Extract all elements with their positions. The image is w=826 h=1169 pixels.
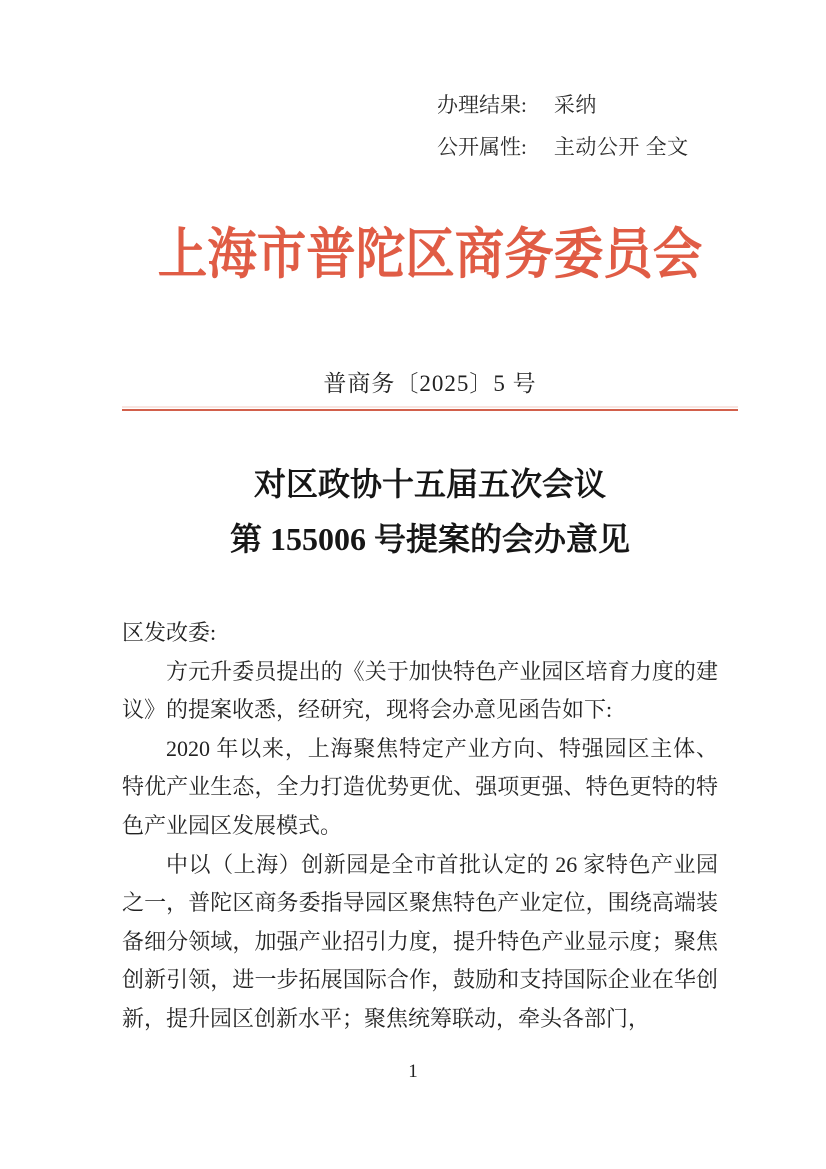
document-number: 普商务〔2025〕5 号 (323, 371, 537, 396)
handling-result-value: 采纳 (553, 93, 597, 117)
document-title (122, 457, 738, 567)
meta-row-disclosure (437, 126, 689, 168)
issuing-org-title: 上海市普陀区商务委员会 (157, 224, 703, 285)
metadata-block (437, 84, 689, 168)
document-title-line1: 对区政协十五届五次会议 (253, 466, 606, 502)
salutation: 区发改委: (122, 620, 217, 645)
body-paragraph-2: 2020 年以来，上海聚焦特定产业方向、特强园区主体、特优产业生态，全力打造优势更优、强项更强、特色更特的特色产业园区发展模式。 (122, 735, 718, 838)
body-paragraph-1: 方元升委员提出的《关于加快特色产业园区培育力度的建议》的提案收悉，经研究，现将会办意见函告如下: (122, 658, 718, 723)
disclosure-value: 主动公开 全文 (553, 135, 689, 159)
document-title-line2: 第 155006 号提案的会办意见 (229, 521, 630, 557)
body-paragraph-3: 中以（上海）创新园是全市首批认定的 26 家特色产业园之一，普陀区商务委指导园区聚焦特色产业定位，围绕高端装备细分领域，加强产业招引力度，提升特色产业显示度；聚焦创新引领，进一步拓展国际合作，鼓励和支持国际企业在华创新，提升园区创新水平；聚焦统筹联动，牵头各部门， (122, 851, 718, 1031)
disclosure-label: 公开属性: (437, 135, 527, 159)
page-number: 1 (408, 1061, 418, 1082)
handling-result-label: 办理结果: (437, 93, 527, 117)
document-body (122, 614, 718, 1039)
letterhead-divider (122, 409, 738, 411)
meta-row-handling-result (437, 84, 689, 126)
